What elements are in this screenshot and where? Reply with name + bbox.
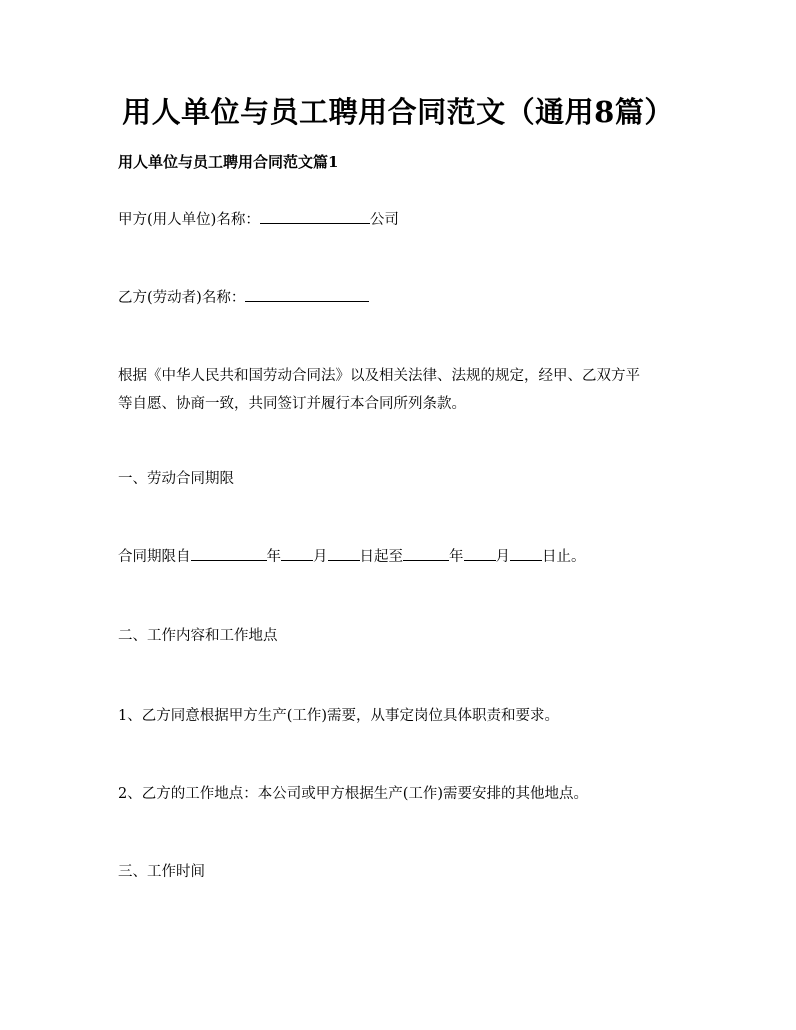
start-day-blank xyxy=(328,546,360,561)
party-a-suffix: 公司 xyxy=(369,212,399,228)
intro-paragraph xyxy=(118,362,690,418)
party-a-label: 甲方(用人单位)名称： xyxy=(118,212,260,228)
party-a-name-blank xyxy=(260,209,370,224)
party-b-name-blank xyxy=(245,287,369,302)
term-day-from-label: 日起至 xyxy=(359,549,403,565)
term-year-label: 年 xyxy=(266,549,281,565)
start-month-blank xyxy=(281,546,313,561)
start-year-blank xyxy=(191,546,267,561)
clause-2-item-1: 1、乙方同意根据甲方生产(工作)需要，从事定岗位具体职责和要求。 xyxy=(118,708,560,724)
end-day-blank xyxy=(510,546,542,561)
document-title: 用人单位与员工聘用合同范文（通用8篇） xyxy=(122,95,674,129)
party-b-label: 乙方(劳动者)名称： xyxy=(118,290,246,306)
clause-1-heading: 一、劳动合同期限 xyxy=(118,471,234,487)
term-prefix: 合同期限自 xyxy=(118,549,191,565)
clause-3-heading: 三、工作时间 xyxy=(118,864,205,880)
term-month2-label: 月 xyxy=(495,549,510,565)
end-year-blank xyxy=(403,546,449,561)
section-title: 用人单位与员工聘用合同范文篇1 xyxy=(118,153,339,171)
party-b-line xyxy=(118,284,690,312)
party-a-line xyxy=(118,206,690,234)
term-day-to-label: 日止。 xyxy=(542,549,586,565)
term-year2-label: 年 xyxy=(449,549,464,565)
end-month-blank xyxy=(464,546,496,561)
contract-term-line xyxy=(118,543,690,571)
intro-line-1: 根据《中华人民共和国劳动合同法》以及相关法律、法规的规定，经甲、乙双方平 xyxy=(118,368,640,384)
clause-2-item-2: 2、乙方的工作地点：本公司或甲方根据生产(工作)需要安排的其他地点。 xyxy=(118,786,589,802)
intro-line-2: 等自愿、协商一致，共同签订并履行本合同所列条款。 xyxy=(118,396,466,412)
term-month-label: 月 xyxy=(313,549,328,565)
clause-2-heading: 二、工作内容和工作地点 xyxy=(118,628,278,644)
